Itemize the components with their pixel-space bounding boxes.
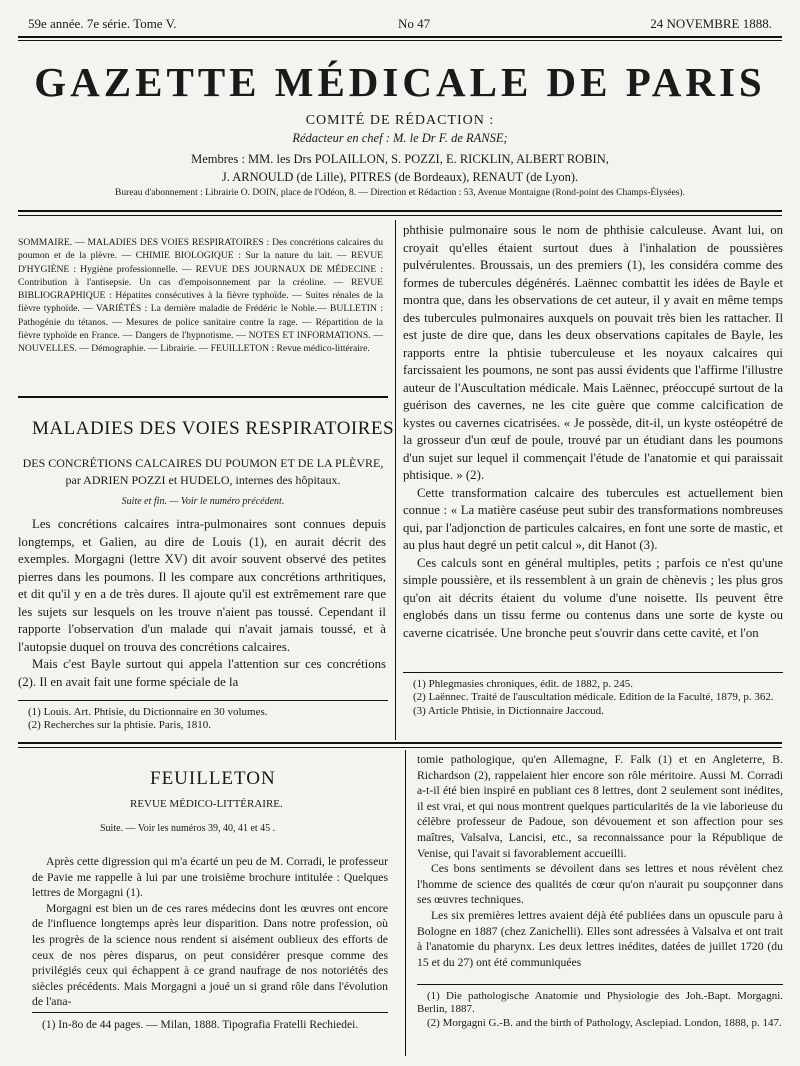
footnote-rule-feuil-right: [417, 984, 783, 985]
footnote-rule-right: [403, 672, 783, 673]
article-left-column: [18, 516, 386, 691]
feuilleton-right-column: [417, 752, 783, 970]
paragraph: Les six premières lettres avaient déjà été publiées dans un opuscule paru à Bologne en 1887 (chez Zanichelli). Elles sont adressées à Valsalva et ont trait à l'anatomie du pharynx. Les deux lettres inédites, datées de juillet 1720 (du 15 et du 27) ont été communiquées: [417, 908, 783, 969]
article-title: MALADIES DES VOIES RESPIRATOIRES: [32, 418, 395, 439]
footnote: (2) Laënnec. Traité de l'auscultation médicale. Edition de la Faculté, 1879, p. 362.: [413, 691, 774, 704]
bureau-line: Bureau d'abonnement : Librairie O. DOIN, place de l'Odéon, 8. — Direction et Rédaction : 53, Avenue Montaigne (Rond-point des Champs-Élysées).: [115, 188, 685, 198]
feuilleton-left-footnotes: [32, 1018, 388, 1033]
summary-rule: [18, 396, 388, 398]
feuilleton-subtitle: REVUE MÉDICO-LITTÉRAIRE.: [130, 798, 283, 810]
feuilleton-left-column: [32, 854, 388, 1010]
feuilleton-right-footnotes: [417, 990, 783, 1030]
summary-text: SOMMAIRE. — MALADIES DES VOIES RESPIRATOIRES : Des concrétions calcaires du poumon et de la plèvre. — CHIMIE BIOLOGIQUE : Sur la nature du lait. — REVUE D'HYGIÈNE : Hygiène professionnelle. — REVUE DES JOURNAUX DE MÉDECINE : Contribution à l'antisepsie. Un cas d'empoisonnement par la créoline. — REVUE BIBLIOGRAPHIQUE : Hépatites consécutives à la fièvre typhoïde. — Suites rénales de la fièvre typhoïde. — VARIÉTÉS : La dernière maladie de Frédéric le Noble.— BULLETIN : Pathogénie du tétanos. — Mesures de police sanitaire contre la rage. — Répartition de la fièvre typhoïde en France. — Dangers de l'hypnotisme. — NOTES ET INFORMATIONS. — NOUVELLES. — Démographie. — Librairie. — FEUILLETON : Revue médico-littéraire.: [18, 237, 383, 355]
paragraph: phthisie pulmonaire sous le nom de phthisie calculeuse. Avant lui, on croyait qu'elles étaient surtout dues à l'inhalation de poussières pulvérulentes. Broussais, un des premiers (1), les considéra comme des formes de tubercules dégénérés. Laënnec combattit les idées de Bayle et montra que, dans les observations de cet auteur, il y avait en même temps des tubercules pulmonaires auxquels on pouvait très bien les rattacher. Il est juste de dire que, dans les deux observations capitales de Bayle, les rapports entre la phtisie tuberculeuse et les noyaux calcaires qui farcissaient les poumons, ne sont pas aussi évidents que l'affirme l'illustre auteur de l'Auscultation médicale. Mais Laënnec, préoccupé surtout de la guérison des cavernes, ne les cite guère que comme calcification de kystes ou cavernes cicatrisées. « Je possède, dit-il, un kyste ostéopétré de la grosseur d'un œuf de poule, trouvé par un étudiant dans les poumons d'un sujet sur lequel il commençait l'étude de l'anatomie et qui paraissait phtisique. » (2).: [403, 223, 783, 482]
feuilleton-rule-thin: [18, 747, 782, 748]
footnote: (2) Recherches sur la phtisie. Paris, 1810.: [28, 719, 211, 732]
feuilleton-rule: [18, 742, 782, 744]
top-rule: [18, 36, 782, 38]
feuilleton-title: FEUILLETON: [150, 768, 276, 789]
column-divider-upper: [395, 220, 396, 740]
members-line-2: J. ARNOULD (de Lille), PITRES (de Bordeaux), RENAUT (de Lyon).: [221, 170, 579, 184]
footnote: (1) Phlegmasies chroniques, édit. de 1882, p. 245.: [413, 678, 633, 690]
feuilleton-suite-note: Suite. — Voir les numéros 39, 40, 41 et 45 .: [100, 823, 276, 834]
paragraph: Morgagni est bien un de ces rares médecins dont les œuvres ont encore de l'influence longtemps après leur disparition. Dans notre profession, où les progrès de la science nous rendent si aisément oublieux des efforts de ceux de nos pères disparus, on peut considérer presque comme des privilégiés ceux qui échappent à ce grand naufrage de nos notoriétés des siècles précédents. Mais Morgagni a joué un si grand rôle dans l'évolution de l'ana-: [32, 901, 388, 1009]
paragraph: Ces calculs sont en général multiples, petits ; parfois ce n'est qu'une simple poussière, et ils ressemblent à un grain de chènevis ; les plus gros qu'on ait décrits étaient du volume d'une noisette. Ils peuvent être englobés dans un tissu ferme ou contenus dans une sorte de kyste ou caverne cicatrisée. Une bronche peut s'ouvrir dans cette cavité, et l'on: [403, 555, 783, 640]
summary-box: [18, 236, 383, 356]
article-left-footnotes: [18, 706, 386, 733]
article-suite-note: Suite et fin. — Voir le numéro précédent.: [121, 496, 285, 507]
footnote: (1) Louis. Art. Phtisie, du Dictionnaire en 30 volumes.: [28, 706, 268, 718]
top-rule-thin: [18, 40, 782, 41]
committee-heading: COMITÉ DE RÉDACTION :: [305, 113, 495, 128]
paragraph: Les concrétions calcaires intra-pulmonaires sont connues depuis longtemps, et Galien, au dire de Louis (1), en aurait décrit des exemples. Morgagni (lettre XV) dit avoir souvent observé des petites pierres dans les poumons. Il les compare aux concrétions arthritiques, et dit qu'il y en a de très dures. Il ajoute qu'il est extrêmement rare que les sujets sur lesquels on les trouve n'aient pas toussé. Cependant il rapporte l'observation d'un malade qui n'avait jamais toussé, et à l'autopsie duquel on trouva des concrétions calcaires.: [18, 517, 386, 654]
article-subtitle-2: par ADRIEN POZZI et HUDELO, internes des hôpitaux.: [65, 473, 341, 487]
issue-number: No 47: [398, 16, 431, 31]
editor-line: Rédacteur en chef : M. le Dr F. de RANSE;: [292, 131, 508, 145]
masthead-title: GAZETTE MÉDICALE DE PARIS: [34, 59, 766, 105]
footnote: (3) Article Phtisie, in Dictionnaire Jaccoud.: [413, 704, 604, 717]
issue-date: 24 NOVEMBRE 1888.: [650, 16, 772, 31]
column-divider-lower: [405, 750, 406, 1056]
masthead-rule-thin: [18, 215, 782, 216]
article-right-column: [403, 222, 783, 642]
issue-info: 59e année. 7e série. Tome V.: [28, 16, 177, 31]
issue-line: [28, 14, 772, 34]
footnote: (2) Morgagni G.-B. and the birth of Pathology, Asclepiad. London, 1888, p. 147.: [427, 1016, 782, 1029]
members-line-1: Membres : MM. les Drs POLAILLON, S. POZZI, E. RICKLIN, ALBERT ROBIN,: [191, 152, 609, 166]
paragraph: tomie pathologique, qu'en Allemagne, F. Falk (1) et en Angleterre, B. Richardson (2), rappelaient hier encore son rôle méritoire. Aussi M. Corradi a-t-il été bien inspiré en publiant ces 8 lettres, dont 2 seulement sont inédites, il est vrai, et qui nous montrent quelques particularités de la vie laborieuse du célèbre professeur de Padoue, son dévouement et son affection pour ses maîtres, Valsalva, Lancisi, etc., sa reconnaissance pour la République de Venise, qui l'avait si favorablement accueilli.: [417, 753, 783, 860]
article-right-footnotes: [403, 678, 783, 718]
masthead-rule: [18, 210, 782, 212]
paragraph: Cette transformation calcaire des tubercules est actuellement bien connue : « La matière caséuse peut subir des transformations nombreuses qui, par l'adjonction de particules calcaires, en font une sorte de mastic, et au plus haut degré un petit calcul », dit Hanot (3).: [403, 485, 783, 552]
paragraph: Ces bons sentiments se dévoilent dans ses lettres et nous révèlent chez l'homme de science des qualités de cœur qu'on n'aurait pu soupçonner dans ses œuvres techniques.: [417, 862, 783, 907]
footnote-rule-left: [18, 700, 388, 701]
footnote-rule-feuil-left: [32, 1012, 388, 1013]
footnote: (1) Die pathologische Anatomie und Physiologie des Joh.-Bapt. Morgagni. Berlin, 1887.: [417, 990, 783, 1016]
article-subtitle-1: DES CONCRÉTIONS CALCAIRES DU POUMON ET DE LA PLÈVRE,: [22, 456, 384, 470]
paragraph: Mais c'est Bayle surtout qui appela l'attention sur ces concrétions (2). Il en avait fait une forme spéciale de la: [18, 657, 386, 689]
footnote: (1) In-8o de 44 pages. — Milan, 1888. Tipografia Fratelli Rechiedei.: [42, 1019, 359, 1031]
members-block: [0, 150, 800, 186]
paragraph: Après cette digression qui m'a écarté un peu de M. Corradi, le professeur de Pavie me rappelle à lui par une troisième brochure intitulée : Quelques lettres de Morgagni (1).: [32, 855, 388, 900]
